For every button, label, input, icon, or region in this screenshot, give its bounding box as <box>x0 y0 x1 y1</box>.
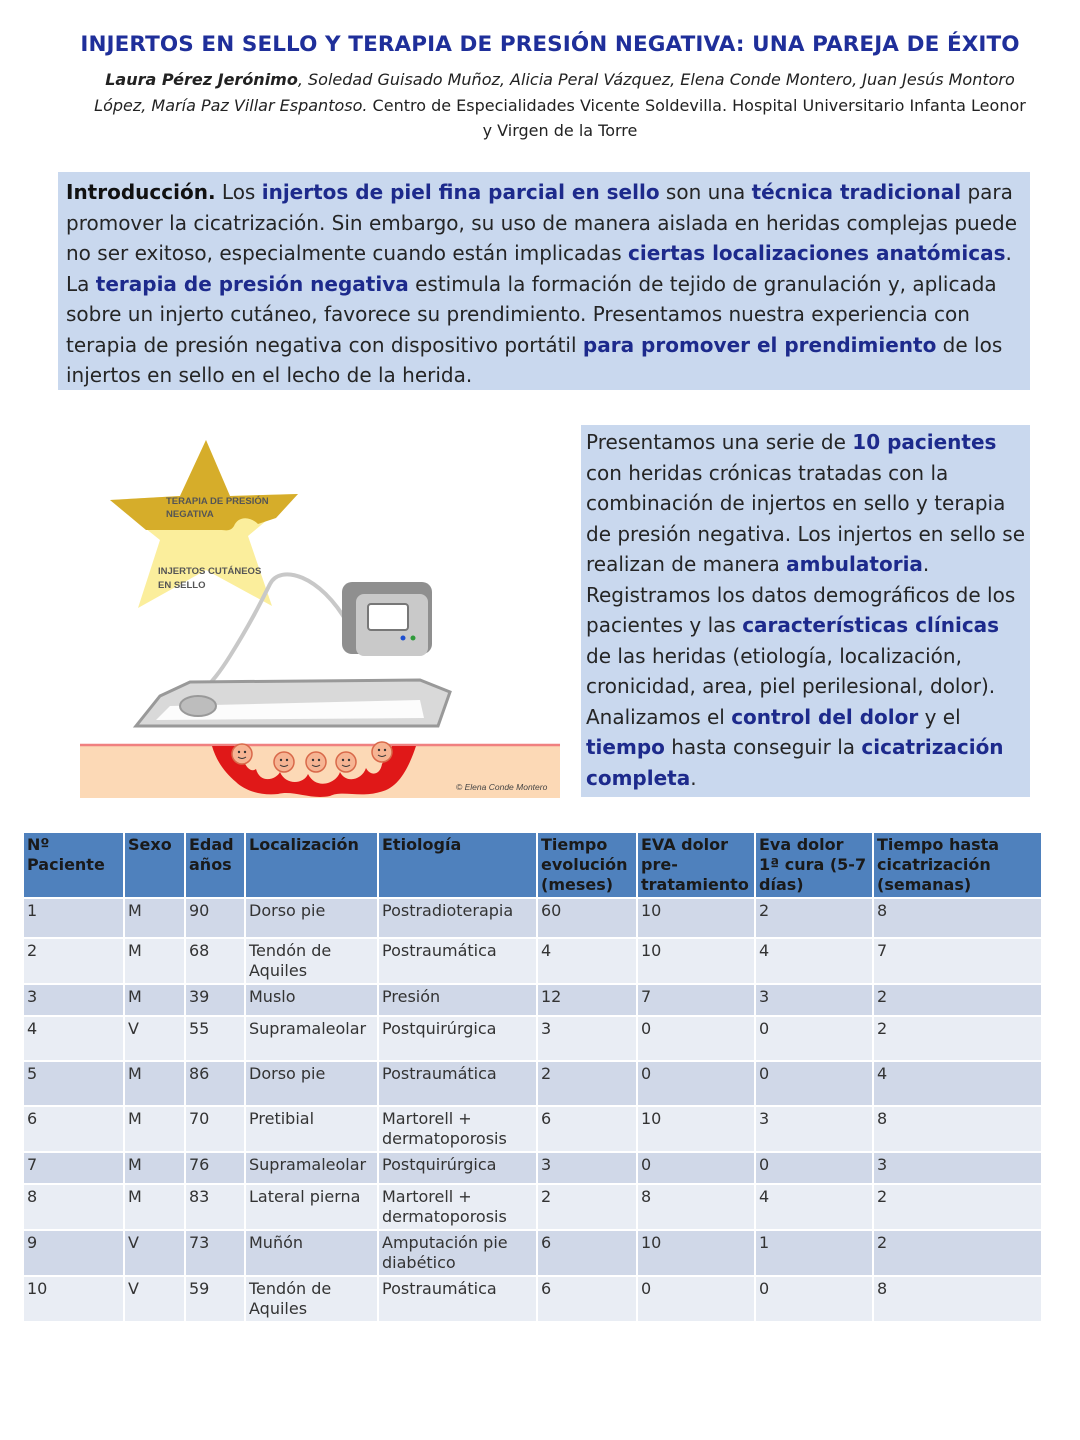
table-cell: 0 <box>755 1276 873 1321</box>
table-cell: 12 <box>537 984 637 1016</box>
table-row <box>24 1152 1042 1184</box>
table-cell: Martorell + dermatoporosis <box>378 1106 537 1152</box>
table-cell: Pretibial <box>245 1106 378 1152</box>
column-header: Sexo <box>124 833 185 898</box>
table-cell: Tendón de Aquiles <box>245 1276 378 1321</box>
table-cell: 10 <box>24 1276 124 1321</box>
table-cell: 10 <box>637 1106 755 1152</box>
label-npwt-line1: TERAPIA DE PRESIÓN <box>166 496 269 507</box>
authors-block <box>90 67 1030 144</box>
table-cell: M <box>124 1061 185 1106</box>
table-cell: 3 <box>537 1152 637 1184</box>
table-row <box>24 1230 1042 1276</box>
coauthors: , Soledad Guisado Muñoz, Alicia Peral Vázquez, Elena Conde Montero, Juan Jesús Montoro López, María Paz Villar Espantoso. <box>94 70 1015 115</box>
table-cell: Muñón <box>245 1230 378 1276</box>
intro-highlight: ciertas localizaciones anatómicas <box>628 241 1006 265</box>
table-cell: 7 <box>873 938 1042 984</box>
table-cell: 68 <box>185 938 245 984</box>
table-cell: 2 <box>755 898 873 938</box>
series-highlight: tiempo <box>586 735 665 759</box>
lead-author: Laura Pérez Jerónimo <box>105 70 298 89</box>
table-cell: Presión <box>378 984 537 1016</box>
table-cell: M <box>124 898 185 938</box>
series-text: y el <box>918 704 961 729</box>
table-cell: 5 <box>24 1061 124 1106</box>
intro-text: de los injertos en sello en el lecho de la herida. <box>66 332 1003 387</box>
series-text: hasta conseguir la <box>664 735 862 759</box>
table-cell: 59 <box>185 1276 245 1321</box>
table-cell: Amputación pie diabético <box>378 1230 537 1276</box>
intro-highlight: técnica tradicional <box>751 180 962 204</box>
table-cell: Postraumática <box>378 938 537 984</box>
series-text: Presentamos una serie de <box>586 430 853 454</box>
table-cell: 60 <box>537 898 637 938</box>
table-cell: 70 <box>185 1106 245 1152</box>
series-text: . Registramos los datos demográficos de los pacientes y las <box>586 552 1016 637</box>
table-cell: Lateral pierna <box>245 1184 378 1230</box>
table-body <box>24 898 1042 1321</box>
intro-highlight: terapia de presión negativa <box>95 271 409 296</box>
table-cell: Postquirúrgica <box>378 1152 537 1184</box>
table-header-row <box>24 833 1042 898</box>
table-cell: 4 <box>537 938 637 984</box>
table-row <box>24 1276 1042 1321</box>
patients-table <box>24 833 1043 1321</box>
table-cell: Postraumática <box>378 1276 537 1321</box>
column-header: Nº Paciente <box>24 833 124 898</box>
series-highlight: características clínicas <box>742 613 1000 637</box>
table-cell: 6 <box>537 1276 637 1321</box>
npwt-illustration <box>80 424 560 798</box>
table-cell: Dorso pie <box>245 1061 378 1106</box>
column-header: Edad años <box>185 833 245 898</box>
column-header: Tiempo hasta cicatrización (semanas) <box>873 833 1042 898</box>
series-highlight: 10 pacientes <box>852 430 997 454</box>
table-cell: 90 <box>185 898 245 938</box>
table-cell: M <box>124 1152 185 1184</box>
table-cell: 4 <box>755 938 873 984</box>
table-cell: 6 <box>24 1106 124 1152</box>
table-cell: 3 <box>24 984 124 1016</box>
table-cell: 2 <box>873 984 1042 1016</box>
table-cell: 2 <box>873 1016 1042 1061</box>
table-cell: 39 <box>185 984 245 1016</box>
table-cell: 76 <box>185 1152 245 1184</box>
table-cell: Dorso pie <box>245 898 378 938</box>
series-highlight: ambulatoria <box>786 552 923 576</box>
table-cell: 3 <box>873 1152 1042 1184</box>
table-row <box>24 1061 1042 1106</box>
series-highlight: control del dolor <box>731 704 919 729</box>
table-cell: 2 <box>537 1061 637 1106</box>
table-cell: V <box>124 1016 185 1061</box>
table-cell: Supramaleolar <box>245 1016 378 1061</box>
table-cell: 0 <box>637 1152 755 1184</box>
table-cell: 1 <box>755 1230 873 1276</box>
table-cell: 2 <box>873 1230 1042 1276</box>
table-cell: 4 <box>755 1184 873 1230</box>
column-header: Eva dolor 1ª cura (5-7 días) <box>755 833 873 898</box>
intro-text: . La <box>66 241 1012 296</box>
table-cell: 3 <box>537 1016 637 1061</box>
table-cell: Postradioterapia <box>378 898 537 938</box>
table-cell: 10 <box>637 898 755 938</box>
table-cell: 7 <box>24 1152 124 1184</box>
table-cell: Postquirúrgica <box>378 1016 537 1061</box>
table-cell: 6 <box>537 1230 637 1276</box>
intro-text: son una <box>659 180 752 204</box>
series-text: con heridas crónicas tratadas con la combinación de injertos en sello y terapia de presión negativa. Los injertos en sello se realizan de manera <box>586 460 1025 576</box>
table-cell: M <box>124 984 185 1016</box>
column-header: Tiempo evolución (meses) <box>537 833 637 898</box>
table-cell: 3 <box>755 1106 873 1152</box>
table-row <box>24 938 1042 984</box>
table-cell: V <box>124 1276 185 1321</box>
table-cell: 2 <box>24 938 124 984</box>
dressing-port <box>180 696 216 716</box>
intro-label: Introducción. <box>66 180 216 204</box>
introduction-box <box>58 172 1030 390</box>
column-header: Etiología <box>378 833 537 898</box>
series-text: de las heridas (etiología, localización, cronicidad, area, piel perilesional, dolor). Analizamos el <box>586 643 996 729</box>
table-cell: 0 <box>637 1016 755 1061</box>
table-cell: 1 <box>24 898 124 938</box>
table-cell: 8 <box>637 1184 755 1230</box>
label-graft-line2: EN SELLO <box>158 580 206 591</box>
table-cell: M <box>124 1184 185 1230</box>
table-cell: 55 <box>185 1016 245 1061</box>
intro-text: Los <box>215 180 262 204</box>
table-row <box>24 898 1042 938</box>
column-header: EVA dolor pre-tratamiento <box>637 833 755 898</box>
table-cell: Muslo <box>245 984 378 1016</box>
table-cell: 7 <box>637 984 755 1016</box>
table-cell: 8 <box>873 898 1042 938</box>
table-cell: 2 <box>537 1184 637 1230</box>
table-cell: Supramaleolar <box>245 1152 378 1184</box>
table-cell: M <box>124 1106 185 1152</box>
table-cell: Tendón de Aquiles <box>245 938 378 984</box>
portable-device <box>342 582 432 656</box>
table-cell: 10 <box>637 938 755 984</box>
label-graft-line1: INJERTOS CUTÁNEOS <box>158 566 262 577</box>
table-row <box>24 1106 1042 1152</box>
table-cell: 0 <box>637 1061 755 1106</box>
label-npwt-line2: NEGATIVA <box>166 509 214 520</box>
table-cell: 8 <box>24 1184 124 1230</box>
table-cell: 9 <box>24 1230 124 1276</box>
series-highlight: cicatrización completa <box>586 735 1004 790</box>
table-cell: 3 <box>755 984 873 1016</box>
table-cell: 83 <box>185 1184 245 1230</box>
table-cell: 86 <box>185 1061 245 1106</box>
table-cell: 8 <box>873 1106 1042 1152</box>
table-cell: 8 <box>873 1276 1042 1321</box>
table-cell: 6 <box>537 1106 637 1152</box>
table-cell: M <box>124 938 185 984</box>
table-cell: 2 <box>873 1184 1042 1230</box>
table-cell: 4 <box>873 1061 1042 1106</box>
series-text: . <box>690 765 697 790</box>
table-cell: 0 <box>755 1061 873 1106</box>
intro-highlight: para promover el prendimiento <box>582 332 937 357</box>
table-cell: 10 <box>637 1230 755 1276</box>
table-cell: 0 <box>755 1016 873 1061</box>
table-cell: Postraumática <box>378 1061 537 1106</box>
table-cell: 0 <box>637 1276 755 1321</box>
patient-series-box <box>581 425 1030 797</box>
table-cell: 73 <box>185 1230 245 1276</box>
intro-text: para promover la cicatrización. Sin embargo, su uso de manera aislada en heridas complejas puede no ser exitoso, especialmente cuando están implicadas <box>66 180 1017 265</box>
table-row <box>24 984 1042 1016</box>
table-cell: V <box>124 1230 185 1276</box>
table-row <box>24 1016 1042 1061</box>
intro-text: estimula la formación de tejido de granulación y, aplicada sobre un injerto cutáneo, favorece su prendimiento. Presentamos nuestra experiencia con terapia de presión negativa con dispositivo portátil <box>66 271 997 357</box>
table-cell: Martorell + dermatoporosis <box>378 1184 537 1230</box>
table-cell: 0 <box>755 1152 873 1184</box>
intro-highlight: injertos de piel fina parcial en sello <box>261 180 660 204</box>
table-cell: 4 <box>24 1016 124 1061</box>
table-row <box>24 1184 1042 1230</box>
column-header: Localización <box>245 833 378 898</box>
affiliation: Centro de Especialidades Vicente Soldevilla. Hospital Universitario Infanta Leonor y Virgen de la Torre <box>367 95 1026 140</box>
poster-title: INJERTOS EN SELLO Y TERAPIA DE PRESIÓN NEGATIVA: UNA PAREJA DE ÉXITO <box>80 32 1020 57</box>
illustration-credit: © Elena Conde Montero <box>456 782 548 792</box>
